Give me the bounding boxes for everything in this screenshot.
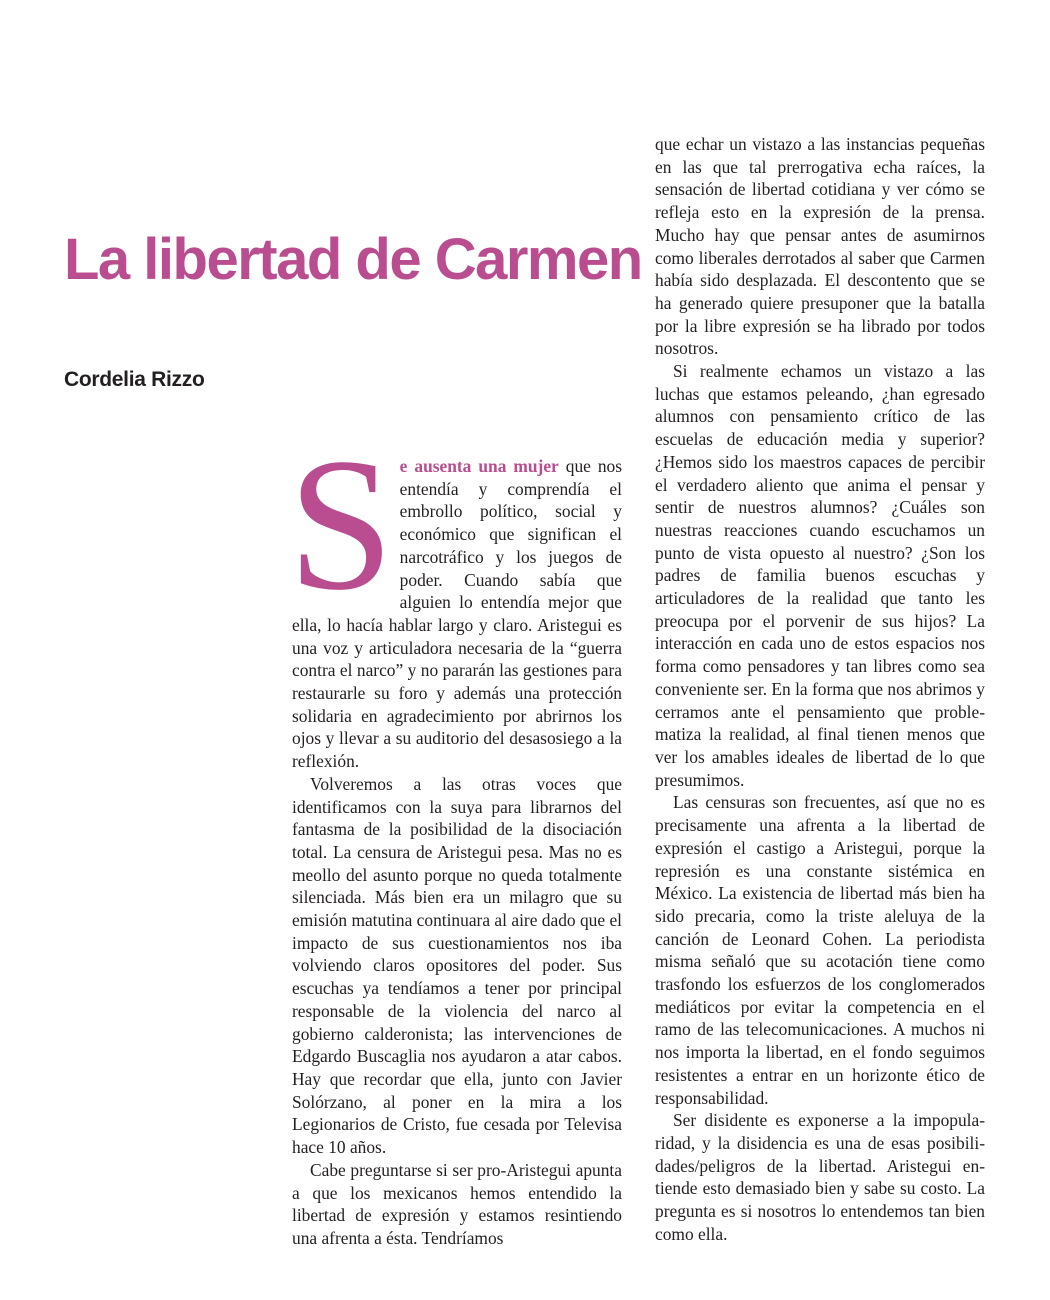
body-paragraph-6: Las censuras son frecuentes, así que no es precisamente una afrenta a la libertad de expresión el castigo a Aristegui, porque la represión es una constante sistémica en México. La existencia de libertad más bien ha sido precaria, como la triste aleluya de la canción de Leonard Cohen. La periodista misma señaló que su acotación tiene como trasfondo los esfuerzos de los conglomerados mediáticos por evitar la competencia en el ramo de las telecomunicaciones. A muchos ni nos importa la libertad, en el fondo seguimos resistentes a entrar en un horizonte ético de responsabilidad.: [655, 792, 985, 1108]
body-paragraph-2: Volveremos a las otras voces que identificamos con la suya para librarnos del fantasma de la posibilidad de la disociación total. La censura de Aristegui pesa. Mas no es meollo del asunto porque no queda totalmente silenciada. Más bien era un milagro que su emisión matutina continuara al aire dado que el impacto de sus cuestionamientos nos iba volviendo claros opositores del poder. Sus escuchas ya tendíamos a tener por principal responsable de la violencia del narco al gobierno calderonista; las intervenciones de Edgardo Buscaglia nos ayudaron a atar cabos. Hay que recordar que ella, junto con Javier Solórzano, al poner en la mira a los Legionarios de Cristo, fue cesada por Televisa hace 10 años.: [292, 773, 622, 1158]
right-column: [655, 133, 985, 1245]
body-paragraph-1: [288, 420, 622, 773]
article-title: La libertad de Carmen: [64, 227, 642, 292]
body-paragraph-7: Ser disidente es exponerse a la impopularidad, y la disidencia es una de esas posibilidades/peligros de la libertad. Aristegui entiende esto demasiado bien y sabe su costo. La pregunta es si nosotros lo entendemos tan bien como ella.: [655, 1110, 985, 1244]
body-paragraph-4: que echar un vistazo a las instancias pequeñas en las que tal prerrogativa echa raíces, la sensación de libertad cotidiana y ver cómo se refleja esto en la expresión de la prensa. Mucho hay que pensar antes de asumirnos como liberales derrotados al saber que Carmen había sido desplazada. El descontento que se ha generado quiere presuponer que la batalla por la libre expresión se ha librado por todos nosotros.: [655, 134, 985, 359]
body-paragraph-5: Si realmente echamos un vistazo a las luchas que estamos peleando, ¿han egresado alumnos con pensamiento crítico de las escuelas de educación media y superior? ¿Hemos sido los maestros capaces de percibir el verdadero aliento que anima el pensar y sentir de nuestros alumnos? ¿Cuáles son nuestras reacciones cuando escuchamos un punto de vista opuesto al nuestro? ¿Son los padres de familia buenos escuchas y articuladores de la realidad que tanto les preocupa por el porvenir de sus hijos? La interacción en cada uno de estos espacios nos forma como pensadores y tan libres como sea conveniente ser. En la forma que nos abrimos y cerramos ante el pensamiento que problematiza la realidad, al final tienen menos que ver los amables ideales de libertad de lo que presumimos.: [655, 361, 985, 790]
left-column: [288, 420, 622, 1250]
author-name: Cordelia Rizzo: [64, 368, 205, 391]
body-paragraph-3: Cabe preguntarse si ser pro-Aristegui apunta a que los mexicanos hemos entendido la libertad de expresión y estamos resintiendo una afrenta a ésta. Tendríamos: [292, 1159, 622, 1248]
drop-cap: S: [288, 420, 394, 630]
lead-in-text: e ausenta una mujer: [399, 456, 559, 476]
paragraph-text: que nos entendía y comprendía el embrollo político, social y económico que significan el narcotráfico y los juegos de poder. Cuando sabía que alguien lo entendía mejor que ella, lo hacía hablar largo y claro. Aristegui es una voz y articuladora necesaria de la “guerra contra el narco” y no pararán las gestiones para restaurarle su foro y además una protección solidaria en agradecimiento por abrirnos los ojos y llevar a su auditorio del desasosiego a la reflexión.: [292, 456, 622, 772]
